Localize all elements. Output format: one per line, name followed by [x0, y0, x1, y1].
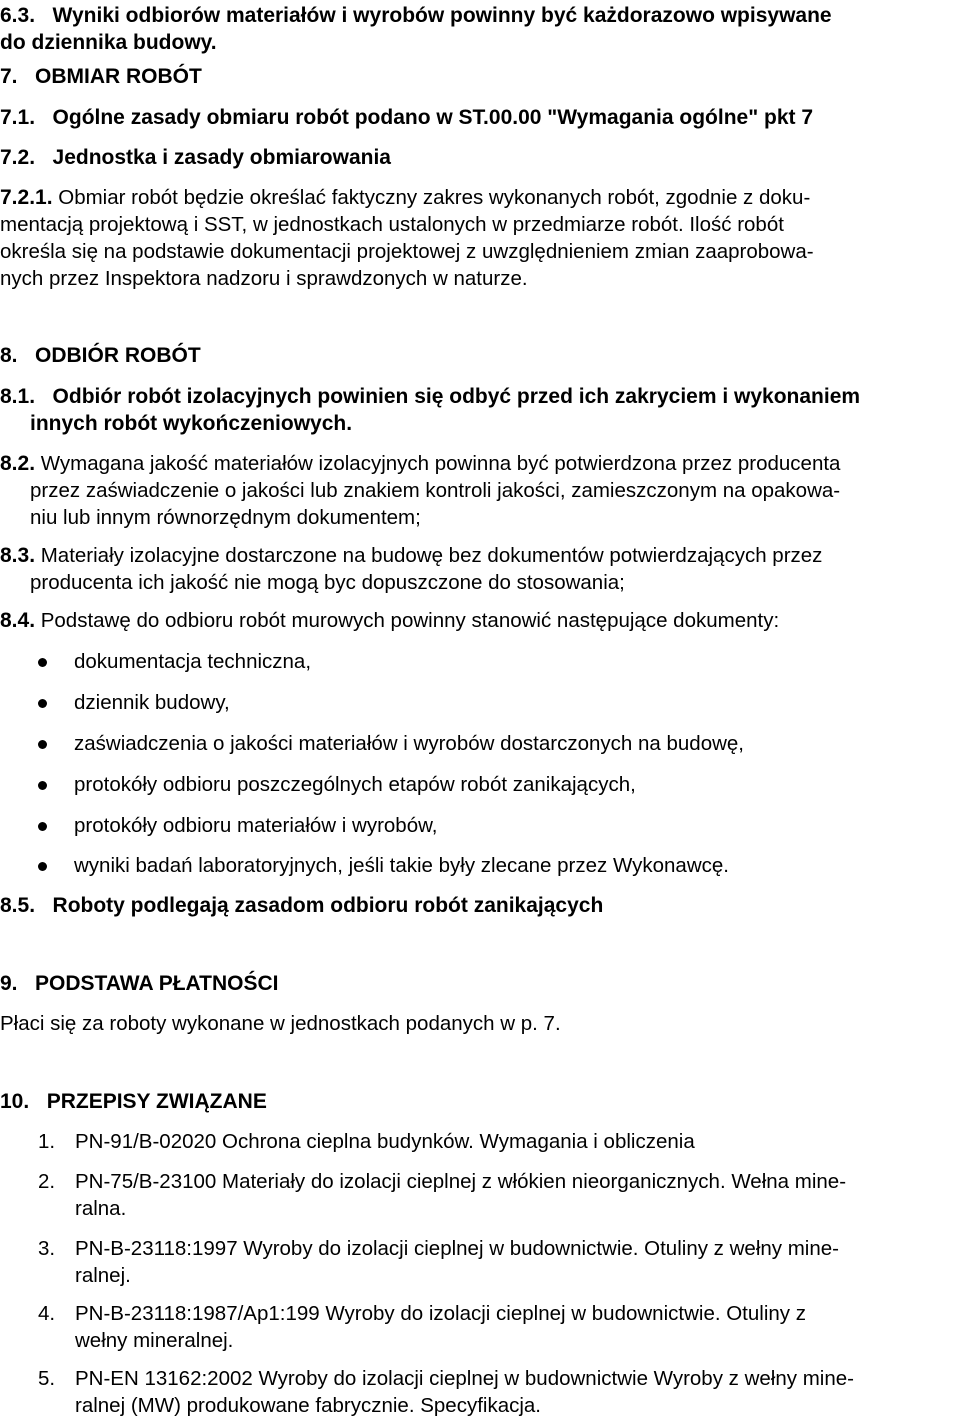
list-item-text: dziennik budowy,: [74, 691, 230, 714]
section-6-3-line1: 6.3. Wyniki odbiorów materiałów i wyrobów powinny być każdorazowo wpisywane: [0, 4, 832, 27]
bullet-dot-icon: [38, 781, 47, 790]
reference-number: 2.: [38, 1170, 56, 1193]
list-item-text: protokóły odbioru poszczególnych etapów robót zanikających,: [74, 773, 636, 796]
section-8-4-text: Podstawę do odbioru robót murowych powinny stanowić następujące dokumenty:: [35, 609, 780, 632]
section-8-5: 8.5. Roboty podlegają zasadom odbioru robót zanikających: [0, 894, 604, 917]
section-8-3-line2: producenta ich jakość nie mogą byc dopuszczone do stosowania;: [30, 571, 625, 594]
section-8-3-number: 8.3.: [0, 544, 36, 567]
section-8-1-line2: innych robót wykończeniowych.: [30, 412, 353, 435]
reference-text: PN-EN 13162:2002 Wyroby do izolacji cieplnej w budownictwie Wyroby z wełny mine- ralnej (MW) produkowane fabrycznie. Specyfikacja.: [75, 1367, 854, 1417]
section-8-4: [0, 607, 779, 634]
section-8-2-line3: niu lub innym równorzędnym dokumentem;: [30, 506, 421, 529]
section-7-2-1: [0, 184, 960, 292]
section-7-2-1-line2: mentacją projektową i SST, w jednostkach ustalonych w przedmiarze robót. Ilość robót: [0, 213, 784, 236]
bullet-dot-icon: [38, 822, 47, 831]
list-item-text: protokóły odbioru materiałów i wyrobów,: [74, 814, 438, 837]
bullet-dot-icon: [38, 658, 47, 667]
section-8-3: [0, 542, 960, 596]
reference-number: 5.: [38, 1367, 56, 1390]
section-6-3-line2: do dziennika budowy.: [0, 31, 217, 54]
bullet-dot-icon: [38, 862, 47, 871]
reference-number: 4.: [38, 1302, 56, 1325]
section-8-2-line1: Wymagana jakość materiałów izolacyjnych powinna być potwierdzona przez producenta: [35, 452, 841, 475]
list-item-text: dokumentacja techniczna,: [74, 650, 312, 673]
section-8-2: [0, 450, 960, 531]
reference-text: PN-B-23118:1987/Ap1:199 Wyroby do izolacji cieplnej w budownictwie. Otuliny z wełny mineralnej.: [75, 1302, 806, 1352]
reference-text: PN-B-23118:1997 Wyroby do izolacji cieplnej w budownictwie. Otuliny z wełny mine- ralnej.: [75, 1237, 839, 1287]
section-8-1: [0, 383, 960, 437]
section-8-3-line1: Materiały izolacyjne dostarczone na budowę bez dokumentów potwierdzających przez: [35, 544, 823, 567]
section-8-1-line1: 8.1. Odbiór robót izolacyjnych powinien się odbyć przed ich zakryciem i wykonaniem: [0, 385, 861, 408]
section-10-title: 10. PRZEPISY ZWIĄZANE: [0, 1090, 267, 1113]
section-8-title: 8. ODBIÓR ROBÓT: [0, 344, 201, 367]
section-7-title: 7. OBMIAR ROBÓT: [0, 65, 202, 88]
section-9-title: 9. PODSTAWA PŁATNOŚCI: [0, 972, 279, 995]
section-7-2-1-line1: Obmiar robót będzie określać faktyczny zakres wykonanych robót, zgodnie z doku-: [52, 186, 811, 209]
section-8-2-number: 8.2.: [0, 452, 36, 475]
reference-text: PN-75/B-23100 Materiały do izolacji cieplnej z włókien nieorganicznych. Wełna mine- ralna.: [75, 1170, 847, 1220]
section-9-text: Płaci się za roboty wykonane w jednostkach podanych w p. 7.: [0, 1012, 561, 1035]
section-8-4-number: 8.4.: [0, 609, 36, 632]
section-7-2-1-line4: nych przez Inspektora nadzoru i sprawdzonych w naturze.: [0, 267, 528, 290]
bullet-dot-icon: [38, 699, 47, 708]
list-item-text: wyniki badań laboratoryjnych, jeśli takie były zlecane przez Wykonawcę.: [74, 854, 729, 877]
section-8-2-line2: przez zaświadczenie o jakości lub znakiem kontroli jakości, zamieszczonym na opakowa-: [30, 479, 841, 502]
section-7-2: 7.2. Jednostka i zasady obmiarowania: [0, 146, 391, 169]
section-7-1: 7.1. Ogólne zasady obmiaru robót podano w ST.00.00 "Wymagania ogólne" pkt 7: [0, 106, 814, 129]
reference-number: 1.: [38, 1130, 56, 1153]
reference-number: 3.: [38, 1237, 56, 1260]
section-6-3: [0, 2, 960, 56]
reference-text: PN-91/B-02020 Ochrona cieplna budynków. Wymagania i obliczenia: [75, 1130, 695, 1153]
list-item-text: zaświadczenia o jakości materiałów i wyrobów dostarczonych na budowę,: [74, 732, 744, 755]
bullet-dot-icon: [38, 740, 47, 749]
section-7-2-1-number: 7.2.1.: [0, 186, 53, 209]
section-7-2-1-line3: określa się na podstawie dokumentacji projektowej z uwzględnieniem zmian zaaprobowa-: [0, 240, 814, 263]
